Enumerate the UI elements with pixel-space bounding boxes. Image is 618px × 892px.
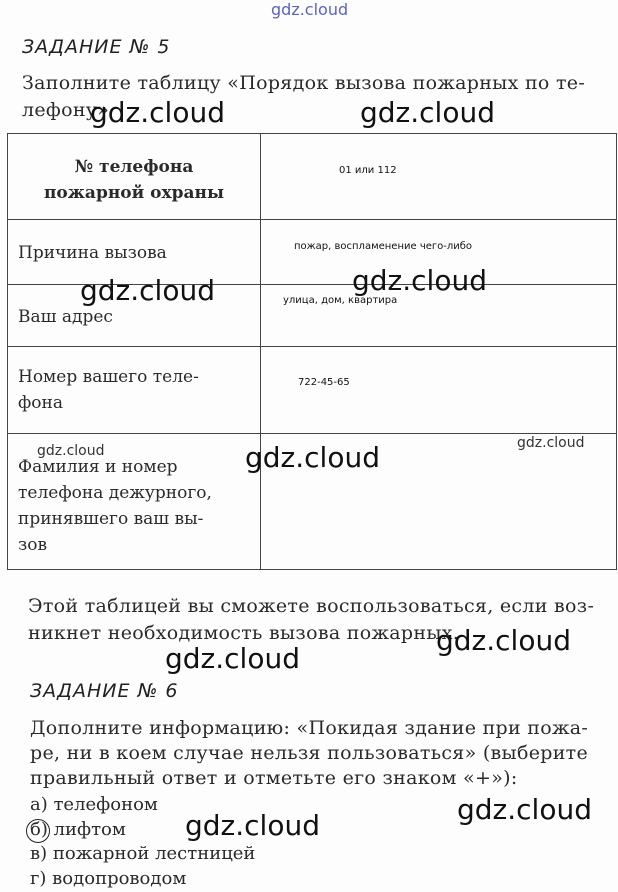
- watermark: gdz.cloud: [245, 441, 380, 474]
- task6-question: [30, 716, 618, 791]
- table-cell-label: [8, 347, 261, 434]
- watermark: gdz.cloud: [457, 793, 592, 826]
- watermark: gdz.cloud: [517, 435, 585, 451]
- watermark: gdz.cloud: [436, 624, 571, 657]
- watermark: gdz.cloud: [360, 96, 495, 129]
- watermark: gdz.cloud: [37, 443, 105, 459]
- row-label-line: фона: [18, 393, 64, 413]
- row-answer: 01 или 112: [339, 165, 397, 176]
- row-label: [8, 134, 260, 206]
- task6-question-line1: Дополните информацию: «Покидая здание при пожа-: [30, 717, 589, 739]
- table-cell-answer: [261, 134, 617, 220]
- row-answer: улица, дом, квартира: [283, 295, 398, 306]
- row-label-line: пожарной охраны: [43, 183, 225, 203]
- table-row: [8, 347, 617, 434]
- table-cell-label: [8, 134, 261, 220]
- row-label-line: Причина вызова: [18, 243, 167, 263]
- watermark: gdz.cloud: [352, 264, 487, 297]
- row-label-line: Ваш адрес: [18, 307, 113, 327]
- table-cell-answer: [261, 347, 617, 434]
- row-label-line: телефона дежурного,: [18, 483, 212, 503]
- watermark: gdz.cloud: [90, 96, 225, 129]
- task5-note-line1: Этой таблицей вы сможете воспользоваться, если воз-: [28, 595, 595, 617]
- row-label-line: Фамилия и номер: [18, 457, 178, 477]
- option-a: а) телефоном: [30, 794, 158, 815]
- task5-note-line2: никнет необходимость вызова пожарных.: [28, 622, 460, 644]
- row-label-line: № телефона: [74, 157, 194, 177]
- watermark: gdz.cloud: [165, 642, 300, 675]
- watermark: gdz.cloud: [185, 809, 320, 842]
- task6-heading: ЗАДАНИЕ № 6: [30, 680, 179, 702]
- task5-intro-line1: Заполните таблицу «Порядок вызова пожарных по те-: [22, 72, 586, 94]
- task6-question-line3: правильный ответ и отметьте его знаком «+»):: [30, 767, 518, 789]
- option-c: в) пожарной лестницей: [30, 843, 256, 864]
- row-answer: 722-45-65: [298, 377, 350, 388]
- row-answer: пожар, воспламенение чего-либо: [294, 241, 473, 252]
- watermark-top: gdz.cloud: [271, 0, 349, 19]
- task5-intro-line2: лефону»: [22, 99, 110, 121]
- row-label-line: Номер вашего теле-: [18, 367, 199, 387]
- row-label: [8, 220, 260, 266]
- table-row: [8, 134, 617, 220]
- row-label-line: зов: [18, 535, 48, 555]
- row-label-line: принявшего ваш вы-: [18, 509, 204, 529]
- task5-heading: ЗАДАНИЕ № 5: [22, 36, 171, 58]
- fire-call-table: [7, 133, 617, 570]
- selected-answer-circle: [26, 819, 50, 843]
- option-d: г) водопроводом: [30, 868, 187, 889]
- watermark: gdz.cloud: [80, 274, 215, 307]
- row-label: [8, 347, 260, 416]
- task6-question-line2: ре, ни в коем случае нельзя пользоваться» (выберите: [30, 742, 589, 764]
- option-b: б) лифтом: [30, 819, 126, 840]
